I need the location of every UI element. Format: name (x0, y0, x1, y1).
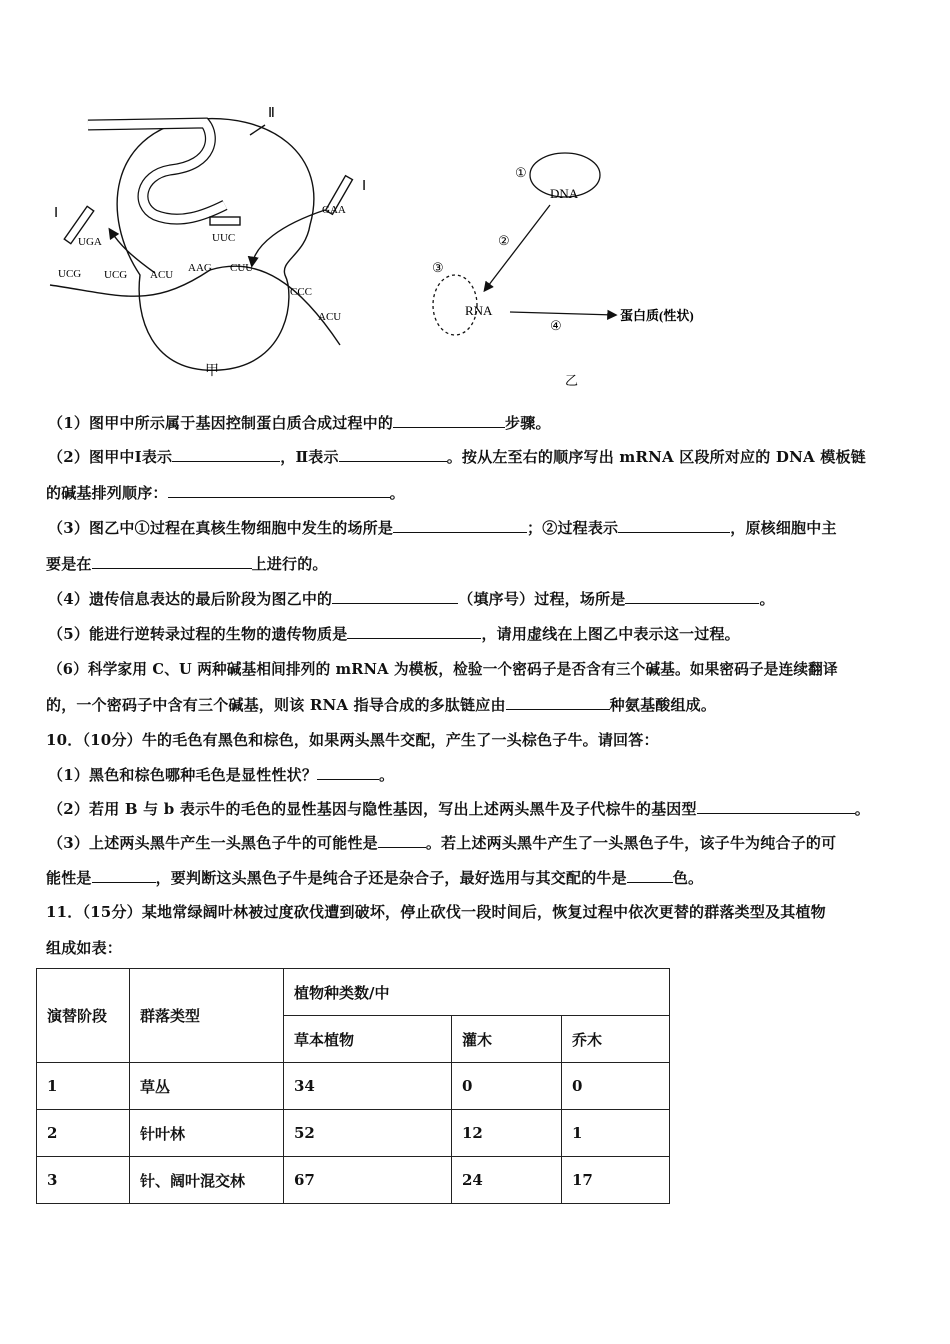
header-herb: 草本植物 (284, 1016, 452, 1063)
answer-blank[interactable] (393, 413, 505, 428)
table-row: 3 针、阔叶混交林 67 24 17 (37, 1157, 670, 1204)
figure-yi (420, 150, 740, 390)
answer-blank[interactable] (168, 483, 390, 498)
question-10-1: （1）黑色和棕色哪种毛色是显性性状？ 。 (48, 766, 395, 784)
table-row: 1 草丛 34 0 0 (37, 1063, 670, 1110)
codon: ACU (318, 311, 342, 323)
label-I-left: Ⅰ (54, 206, 59, 221)
step-1: ① (515, 165, 527, 180)
question-9-5: （5）能进行逆转录过程的生物的遗传物质是 ，请用虚线在上图乙中表示这一过程。 (48, 625, 740, 643)
anticodon-right: GAA (322, 204, 346, 216)
codon: ACU (150, 269, 174, 281)
step-4: ④ (550, 318, 562, 333)
answer-blank[interactable] (627, 868, 673, 883)
label-I-right: Ⅰ (362, 179, 367, 194)
answer-blank[interactable] (332, 589, 458, 604)
question-9-3: （3）图乙中①过程在真核生物细胞中发生的场所是 ；②过程表示 ，原核细胞中主 (48, 519, 837, 537)
header-type: 群落类型 (130, 969, 284, 1063)
anticodon-left: UGA (78, 236, 102, 248)
codon: UCG (58, 268, 82, 280)
answer-blank[interactable] (625, 589, 759, 604)
step-2: ② (498, 233, 510, 248)
header-tree: 乔木 (562, 1016, 670, 1063)
rna-label: RNA (465, 303, 493, 318)
answer-blank[interactable] (317, 765, 379, 780)
figure-jia (40, 95, 420, 385)
question-11-head: 11．（15分）某地常绿阔叶林被过度砍伐遭到破坏，停止砍伐一段时间后，恢复过程中依次更替的群落类型及其植物 (46, 903, 826, 921)
dna-label: DNA (550, 186, 579, 201)
question-11-head-cont: 组成如表： (46, 939, 123, 957)
question-9-1: （1）图甲中所示属于基因控制蛋白质合成过程中的 步骤。 (48, 414, 551, 432)
codon: CUU (230, 262, 254, 274)
answer-blank[interactable] (172, 447, 280, 462)
question-10-3: （3）上述两头黑牛产生一头黑色子牛的可能性是 。若上述两头黑牛产生了一头黑色子牛，该子牛为纯合子的可 (48, 834, 837, 852)
header-shrub: 灌木 (452, 1016, 562, 1063)
question-9-6: （6）科学家用 C、U 两种碱基相间排列的 mRNA 为模板，检验一个密码子是否含有三个碱基。如果密码子是连续翻译 (48, 661, 838, 678)
question-9-3-cont: 要是在 上进行的。 (46, 555, 328, 573)
caption-yi: 乙 (565, 373, 579, 388)
question-9-4: （4）遗传信息表达的最后阶段为图乙中的 （填序号）过程，场所是 。 (48, 590, 775, 608)
succession-table (36, 968, 670, 1204)
table-row: 2 针叶林 52 12 1 (37, 1110, 670, 1157)
question-10-2: （2）若用 B 与 b 表示牛的毛色的显性基因与隐性基因，写出上述两头黑牛及子代棕牛的基因型 。 (48, 800, 870, 818)
question-10-head: 10．（10分）牛的毛色有黑色和棕色，如果两头黑牛交配，产生了一头棕色子牛。请回答： (46, 731, 659, 749)
answer-blank[interactable] (339, 447, 447, 462)
answer-blank[interactable] (393, 518, 527, 533)
question-9-2: （2）图甲中Ⅰ表示 ，Ⅱ表示 。按从左至右的顺序写出 mRNA 区段所对应的 DNA 模板链 (48, 448, 866, 466)
anticodon-center: UUC (212, 232, 236, 244)
caption-jia: 甲 (205, 364, 219, 379)
codon: UCG (104, 269, 128, 281)
header-species: 植物种类数/中 (284, 969, 670, 1016)
question-9-2-cont: 的碱基排列顺序： 。 (46, 484, 405, 502)
answer-blank[interactable] (618, 518, 730, 533)
answer-blank[interactable] (92, 554, 252, 569)
codon: AAG (188, 262, 212, 274)
question-10-3-cont: 能性是 ，要判断这头黑色子牛是纯合子还是杂合子，最好选用与其交配的牛是 色。 (46, 869, 704, 887)
label-II: Ⅱ (268, 106, 275, 121)
answer-blank[interactable] (697, 799, 855, 814)
header-stage: 演替阶段 (37, 969, 130, 1063)
mrna-strand (50, 266, 340, 345)
answer-blank[interactable] (347, 624, 481, 639)
answer-blank[interactable] (378, 833, 426, 848)
answer-blank[interactable] (506, 695, 610, 710)
protein-label: 蛋白质(性状) (620, 308, 694, 323)
answer-blank[interactable] (92, 868, 156, 883)
question-9-6-cont: 的，一个密码子中含有三个碱基，则该 RNA 指导合成的多肽链应由 种氨基酸组成。 (46, 696, 717, 714)
step-3: ③ (432, 260, 444, 275)
ribosome-outline (117, 119, 314, 371)
codon: CCC (290, 286, 313, 298)
